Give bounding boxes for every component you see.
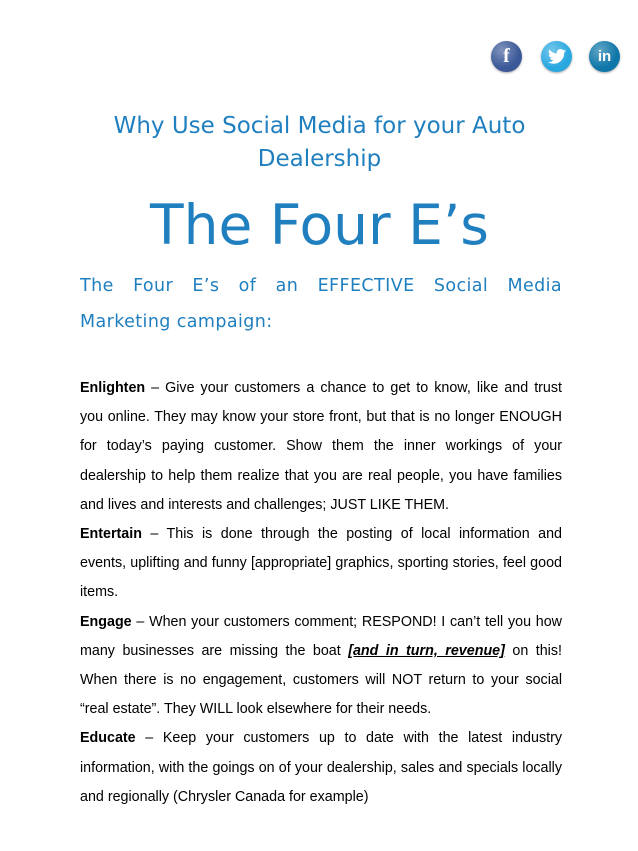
section-term: Enlighten	[80, 380, 146, 396]
section-term: Engage	[80, 613, 132, 630]
section-text: – This is done through the posting of local information and events, uplifting and funny [appropriate] graphics, sporting stories, feel good items.	[80, 526, 562, 601]
linkedin-icon[interactable]: in	[589, 41, 620, 72]
page-subtitle: Why Use Social Media for your Auto Dealership	[113, 113, 526, 172]
section-engage	[80, 608, 562, 725]
body-content	[80, 374, 562, 812]
section-text: – Give your customers a chance to get to know, like and trust you online. They may know your store front, but that is no longer ENOUGH for today’s paying customer. Show them the inner workings of your dealership to help them realize that you are real people, you have families and lives and interests and challenges; JUST LIKE THEM.	[80, 380, 562, 513]
section-text: – Keep your customers up to date with the latest industry information, with the goings on of your dealership, sales and specials locally and regionally (Chrysler Canada for example)	[80, 730, 562, 805]
facebook-icon[interactable]: f	[491, 41, 522, 72]
section-term: Entertain	[80, 526, 142, 543]
intro-text: The Four E’s of an EFFECTIVE Social Media Marketing campaign:	[80, 276, 562, 332]
section-emphasis: [and in turn, revenue]	[348, 642, 505, 659]
page-title: The Four E’s	[150, 193, 489, 257]
social-share-bar	[0, 41, 638, 75]
twitter-icon[interactable]	[541, 41, 572, 72]
section-enlighten	[80, 374, 562, 520]
section-term: Educate	[80, 730, 136, 747]
section-text: on this! When there is no engagement, customers will NOT return to your social “real estate”. They WILL look elsewhere for their needs.	[80, 642, 562, 718]
section-entertain	[80, 520, 562, 608]
section-text: – When your customers comment; RESPOND! I can’t tell you how many businesses are missing the boat	[80, 613, 562, 659]
twitter-bird-icon	[548, 49, 566, 64]
section-educate	[80, 724, 562, 812]
